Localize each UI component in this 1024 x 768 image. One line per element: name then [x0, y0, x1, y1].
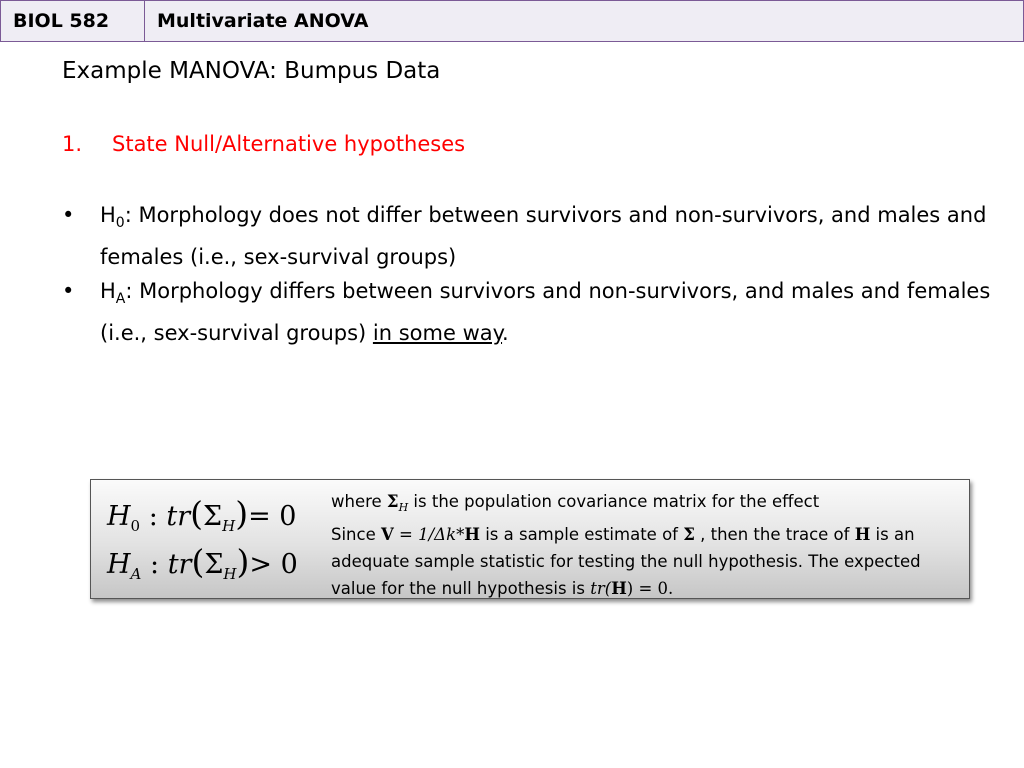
hypothesis-equations: [107, 494, 312, 590]
explain-matrix-h: H: [464, 525, 480, 544]
eq-lparen: (: [190, 494, 204, 533]
alternative-hypothesis-item: [62, 274, 992, 350]
formula-explanation: [331, 488, 961, 602]
hypothesis-letter: H: [100, 203, 116, 227]
null-equation: [107, 494, 312, 542]
eq-subscript: A: [130, 565, 142, 583]
hypothesis-letter: H: [100, 279, 116, 303]
explain-matrix-h: H: [611, 579, 627, 598]
eq-lparen: (: [191, 542, 205, 581]
hypothesis-subscript: 0: [115, 215, 125, 231]
lecture-topic: Multivariate ANOVA: [157, 10, 369, 32]
eq-relation: = 0: [248, 501, 297, 532]
explain-text: where: [331, 492, 387, 511]
explain-text: is an adequate sample statistic for testing the null hypothesis. The expected value for the null hypothesis is: [331, 525, 921, 598]
eq-sigma: Σ: [204, 549, 224, 580]
eq-sigma: Σ: [203, 501, 223, 532]
bullet-icon: •: [62, 203, 75, 227]
formula-box: [90, 479, 970, 599]
explain-sigma: Σ: [683, 525, 695, 544]
slide-title: Example MANOVA: Bumpus Data: [62, 58, 441, 84]
eq-rparen: ): [235, 494, 249, 533]
course-code: BIOL 582: [1, 1, 145, 41]
hypothesis-subscript: A: [115, 291, 126, 307]
header-bar: [0, 0, 1024, 42]
emphasis-text: in some way: [372, 321, 503, 345]
eq-colon: :: [148, 501, 158, 532]
eq-colon: :: [149, 549, 160, 580]
eq-sigma-subscript: H: [222, 517, 236, 535]
explain-text: is the population covariance matrix for the effect: [408, 492, 820, 511]
eq-rparen: ): [236, 542, 250, 581]
eq-trace-fn: tr: [167, 549, 192, 580]
explain-text: Since: [331, 525, 381, 544]
explain-text: ) = 0.: [626, 579, 674, 598]
explain-text: is a sample estimate of: [479, 525, 684, 544]
sentence-end: .: [502, 321, 509, 345]
explain-trace: tr(: [590, 579, 612, 598]
hypothesis-text: : Morphology does not differ between survivors and non-survivors, and males and females (i.e., sex-survival groups): [100, 203, 987, 269]
eq-subscript: 0: [130, 517, 141, 535]
explain-text: =: [393, 525, 419, 544]
eq-relation: > 0: [249, 549, 298, 580]
null-hypothesis-item: [62, 198, 992, 274]
eq-sigma-subscript: H: [223, 565, 237, 583]
bullet-icon: •: [62, 279, 75, 303]
hypothesis-text: : Morphology differs between survivors and non-survivors, and males and females (i.e., sex-survival groups): [100, 279, 991, 345]
step-heading: [62, 132, 465, 156]
eq-symbol-h: H: [107, 549, 131, 580]
explain-matrix-v: V: [380, 525, 394, 544]
alternative-equation: [107, 542, 312, 590]
explain-sigma: Σ: [386, 492, 399, 511]
step-number: 1.: [62, 132, 83, 156]
explain-subscript: H: [398, 501, 409, 514]
hypothesis-list: [62, 198, 992, 350]
step-text: State Null/Alternative hypotheses: [112, 132, 466, 156]
explain-fraction: 1/Δk*: [418, 525, 465, 544]
explain-matrix-h: H: [854, 525, 871, 544]
eq-trace-fn: tr: [166, 501, 191, 532]
eq-symbol-h: H: [107, 501, 131, 532]
explain-text: , then the trace of: [694, 525, 855, 544]
